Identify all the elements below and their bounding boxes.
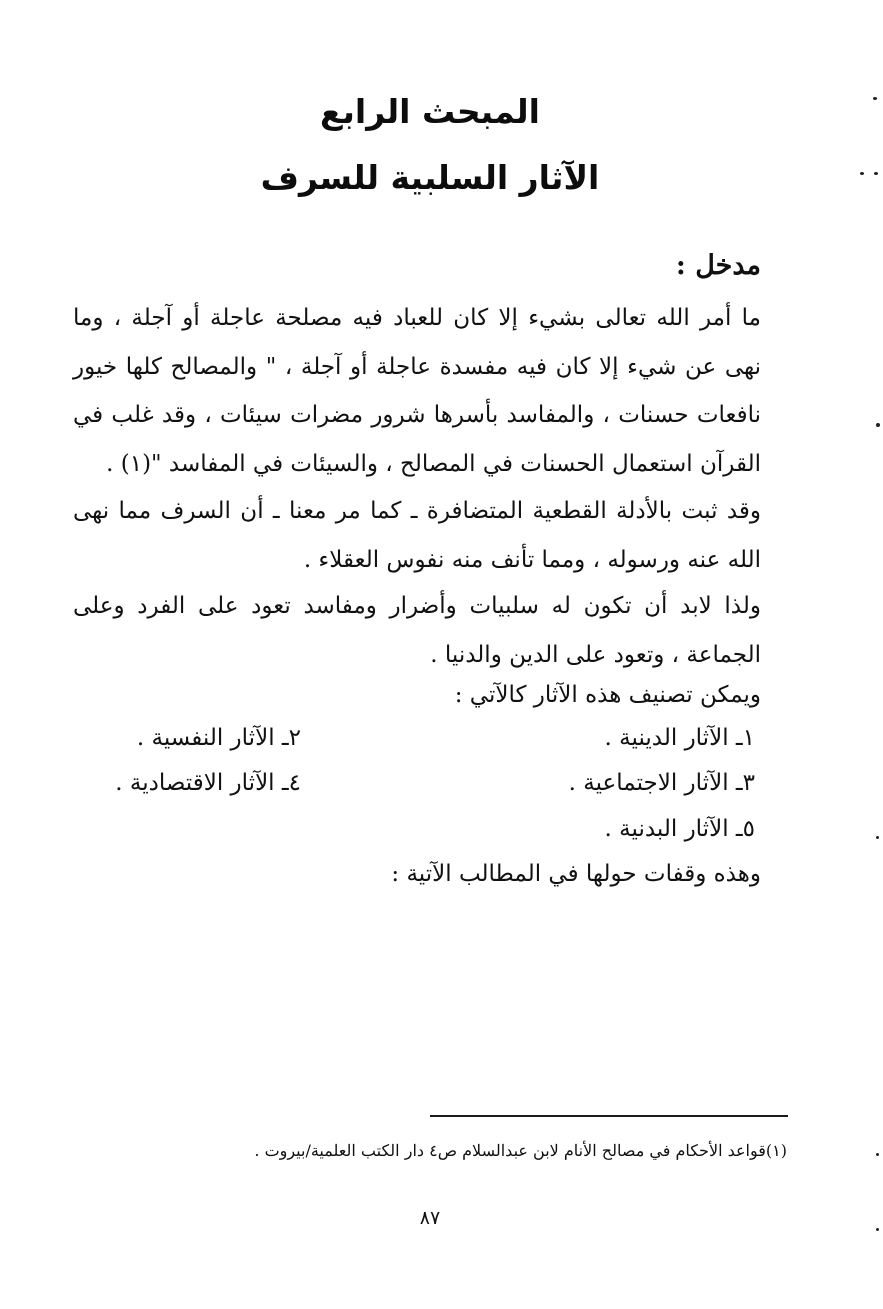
list-item-religious: ١ـ الآثار الدينية . xyxy=(604,725,755,751)
chapter-title: الآثار السلبية للسرف xyxy=(260,158,600,197)
scan-speck xyxy=(876,1153,879,1156)
section-heading: المبحث الرابع xyxy=(320,92,540,131)
intro-label: مدخل : xyxy=(675,250,761,281)
scan-speck xyxy=(876,1228,879,1231)
scan-speck xyxy=(876,423,880,427)
paragraph-4: ويمكن تصنيف هذه الآثار كالآتي : xyxy=(454,682,761,708)
paragraph-1: ما أمر الله تعالى بشيء إلا كان للعباد فيه مصلحة عاجلة أو آجلة ، وما نهى عن شيء إلا كان فيه مفسدة عاجلة أو آجلة ، " والمصالح كلها خيور نافعات حسنات ، والمفاسد بأسرها شرور مضرات سيئات ، وقد غلب في القرآن استعمال الحسنات في المصالح ، والسيئات في المفاسد "(١) . xyxy=(73,305,761,477)
list-item-physical: ٥ـ الآثار البدنية . xyxy=(604,816,755,842)
footnote: (١)قواعد الأحكام في مصالح الأنام لابن عبدالسلام ص٤ دار الكتب العلمية/بيروت . xyxy=(254,1141,787,1160)
paragraph-3: ولذا لابد أن تكون له سلبيات وأضرار ومفاسد تعود على الفرد وعلى الجماعة ، وتعود على الدين والدنيا . xyxy=(73,593,761,668)
page-number: ٨٧ xyxy=(419,1207,441,1229)
paragraph-2: وقد ثبت بالأدلة القطعية المتضافرة ـ كما مر معنا ـ أن السرف مما نهى الله عنه ورسوله ، ومما تأنف منه نفوس العقلاء . xyxy=(73,498,761,573)
closing-line: وهذه وقفات حولها في المطالب الآتية : xyxy=(391,861,761,887)
list-item-social: ٣ـ الآثار الاجتماعية . xyxy=(568,770,755,796)
scan-speck xyxy=(860,172,864,175)
list-item-economic: ٤ـ الآثار الاقتصادية . xyxy=(115,770,301,796)
list-item-psychological: ٢ـ الآثار النفسية . xyxy=(136,725,301,751)
footnote-divider xyxy=(430,1115,788,1117)
scan-speck xyxy=(876,836,879,839)
scan-speck xyxy=(873,97,877,100)
scan-speck xyxy=(874,172,878,175)
